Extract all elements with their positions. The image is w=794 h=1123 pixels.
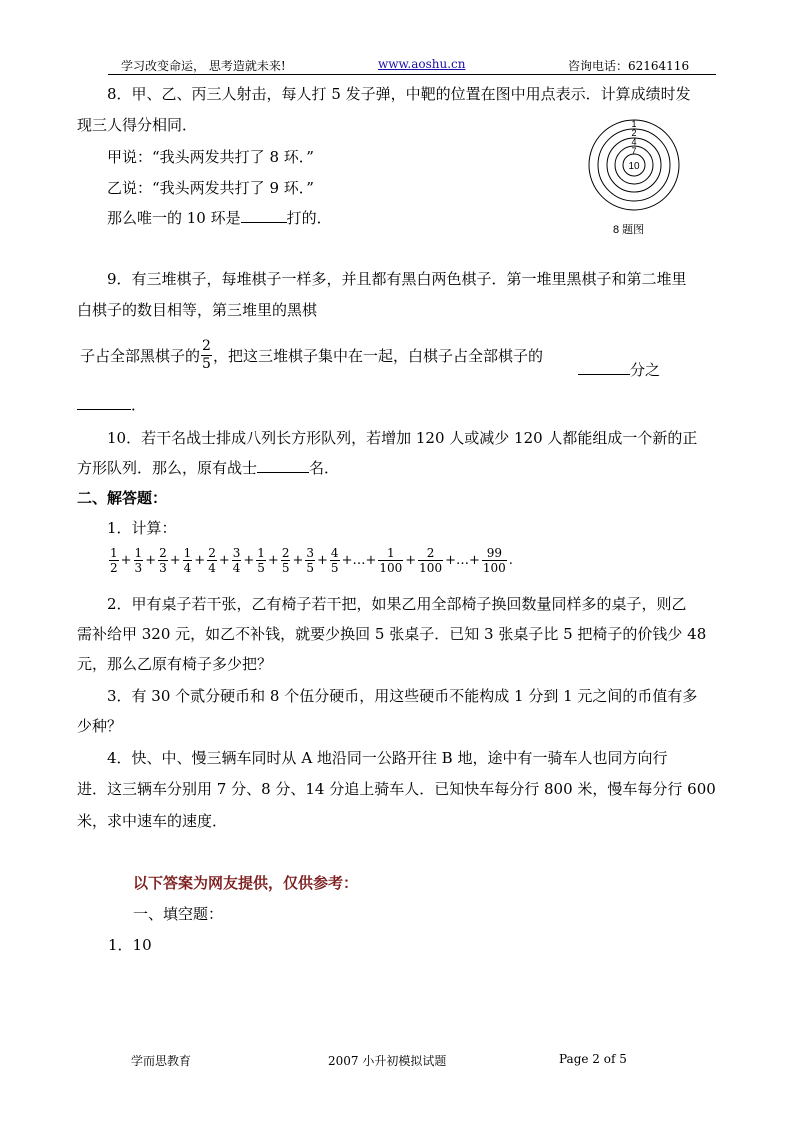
sum-term-num: 2 bbox=[281, 546, 290, 560]
sum-term-last-den: 100 bbox=[482, 561, 506, 575]
q9-blank1-row bbox=[578, 360, 660, 380]
sum-term-num: 1 bbox=[183, 546, 192, 560]
q10-answer-blank[interactable] bbox=[257, 458, 309, 473]
p2-line3: 元，那么乙原有椅子多少把？ bbox=[77, 655, 273, 673]
p4-line3: 米，求中速车的速度． bbox=[77, 812, 228, 830]
sum-ellipsis: +…+ bbox=[341, 553, 377, 568]
sum-term-den: 5 bbox=[281, 561, 290, 575]
header-website-link[interactable]: www.aoshu.cn bbox=[378, 57, 466, 71]
q9-blank2-row bbox=[77, 395, 146, 415]
sum-term-last-num: 99 bbox=[486, 546, 502, 560]
sum-term-den: 3 bbox=[134, 561, 143, 575]
sum-term-num: 1 bbox=[257, 546, 265, 560]
sum-term bbox=[183, 546, 193, 575]
q9-line2: 白棋子的数目相等，第三堆里的黑棋 bbox=[77, 301, 318, 319]
q10-line2-text: 方形队列．那么，原有战士 bbox=[77, 459, 258, 477]
q9-fraction bbox=[201, 338, 212, 373]
sum-plus: + bbox=[145, 553, 157, 568]
sum-plus: + bbox=[267, 553, 279, 568]
target-label-1: 1 bbox=[631, 119, 637, 129]
q8-line5-text: 那么唯一的 10 环是 bbox=[107, 209, 241, 227]
sum-term bbox=[418, 546, 443, 575]
section2-title: 二、解答题： bbox=[77, 489, 168, 507]
answer-1: 1．10 bbox=[108, 936, 152, 954]
q9-line1: 9．有三堆棋子，每堆棋子一样多，并且都有黑白两色棋子．第一堆里黑棋子和第二堆里 bbox=[107, 270, 687, 288]
sum-plus: + bbox=[405, 553, 417, 568]
target-label-2: 2 bbox=[631, 128, 637, 138]
q8-line3: 甲说：“我头两发共打了 8 环．” bbox=[107, 148, 314, 166]
q9-answer-blank-2[interactable] bbox=[77, 395, 131, 410]
q8-line4: 乙说：“我头两发共打了 9 环．” bbox=[107, 179, 314, 197]
sum-term bbox=[134, 546, 144, 575]
header-divider bbox=[108, 74, 716, 75]
q8-line5 bbox=[107, 208, 332, 228]
p3-line2: 少种？ bbox=[77, 717, 123, 735]
q9-line3-text: 子占全部黑棋子的 bbox=[80, 346, 201, 365]
sum-term-den: 5 bbox=[306, 561, 315, 575]
p4-line1: 4．快、中、慢三辆车同时从 A 地沿同一公路开往 B 地，途中有一骑车人也同方向行 bbox=[107, 749, 668, 767]
q10-line1: 10．若干名战士排成八列长方形队列，若增加 120 人或减少 120 人都能组成一个新的正 bbox=[107, 429, 698, 447]
target-caption: 8 题图 bbox=[613, 224, 645, 236]
sum-end: . bbox=[508, 553, 513, 568]
header-slogan: 学习改变命运， 思考造就未来! bbox=[121, 59, 286, 73]
footer-org: 学而思教育 bbox=[131, 1054, 192, 1068]
sum-term-den: 5 bbox=[257, 561, 265, 575]
sum-term bbox=[256, 546, 266, 575]
sum-term-den: 3 bbox=[159, 561, 167, 575]
sum-expression bbox=[108, 546, 514, 575]
sum-ellipsis: +…+ bbox=[445, 553, 480, 568]
sum-plus: + bbox=[194, 553, 206, 568]
q8-line2: 现三人得分相同． bbox=[77, 116, 198, 134]
q9-line3 bbox=[80, 338, 543, 373]
sum-term bbox=[305, 546, 315, 575]
sum-term-num: 3 bbox=[306, 546, 315, 560]
sum-term-den: 4 bbox=[232, 561, 241, 575]
sum-term-num: 3 bbox=[232, 546, 241, 560]
sum-term-den: 4 bbox=[183, 561, 192, 575]
sum-term bbox=[109, 546, 119, 575]
sum-plus: + bbox=[120, 553, 132, 568]
footer-page: Page 2 of 5 bbox=[559, 1052, 627, 1066]
sum-term-num: 1 bbox=[110, 546, 118, 560]
sum-term-den: 5 bbox=[330, 561, 339, 575]
sum-term bbox=[207, 546, 217, 575]
p2-line2: 需补给甲 320 元，如乙不补钱，就要少换回 5 张桌子．已知 3 张桌子比 5 把椅子的价钱少 48 bbox=[77, 625, 707, 643]
sum-term-num: 1 bbox=[386, 546, 395, 560]
target-label-7: 7 bbox=[631, 146, 637, 156]
sum-term bbox=[232, 546, 242, 575]
sum-term-num: 4 bbox=[330, 546, 339, 560]
header-phone: 咨询电话：62164116 bbox=[568, 59, 690, 73]
sum-plus: + bbox=[317, 553, 328, 568]
sum-term-den: 100 bbox=[419, 561, 443, 575]
q9-frac-den: 5 bbox=[202, 356, 211, 372]
sum-term bbox=[378, 546, 403, 575]
answers-section1: 一、填空题： bbox=[133, 905, 224, 923]
q9-fen-zhi: 分之 bbox=[630, 361, 661, 379]
sum-term-num: 2 bbox=[426, 546, 435, 560]
sum-term-last bbox=[482, 546, 507, 575]
sum-plus: + bbox=[243, 553, 255, 568]
sum-term bbox=[330, 546, 340, 575]
sum-term-num: 2 bbox=[208, 546, 216, 560]
sum-term-den: 2 bbox=[110, 561, 118, 575]
q8-answer-blank[interactable] bbox=[241, 208, 287, 223]
sum-term-den: 100 bbox=[379, 561, 403, 575]
target-label-4: 4 bbox=[631, 137, 637, 147]
q8-line1: 8．甲、乙、丙三人射击，每人打 5 发子弹，中靶的位置在图中用点表示．计算成绩时发 bbox=[107, 85, 691, 103]
sum-plus: + bbox=[218, 553, 230, 568]
sum-plus: + bbox=[292, 553, 304, 568]
p2-line1: 2．甲有桌子若干张，乙有椅子若干把，如果乙用全部椅子换回数量同样多的桌子，则乙 bbox=[107, 595, 687, 613]
p1-title: 1．计算： bbox=[107, 519, 177, 537]
p4-line2: 进．这三辆车分别用 7 分、8 分、14 分追上骑车人．已知快车每分行 800 米，慢车每分行 600 bbox=[77, 780, 716, 798]
q10-line2 bbox=[77, 458, 339, 478]
q9-frac-num: 2 bbox=[202, 338, 211, 354]
answers-note: 以下答案为网友提供，仅供参考： bbox=[133, 874, 359, 892]
p3-line1: 3．有 30 个贰分硬币和 8 个伍分硬币，用这些硬币不能构成 1 分到 1 元之间的币值有多 bbox=[107, 687, 698, 705]
sum-term-den: 4 bbox=[208, 561, 216, 575]
q9-period: ． bbox=[131, 396, 147, 414]
target-label-10: 10 bbox=[628, 161, 640, 172]
q10-line2-suffix: 名． bbox=[309, 459, 340, 477]
q9-line3-cont: ，把这三堆棋子集中在一起，白棋子占全部棋子的 bbox=[212, 346, 543, 365]
sum-term-num: 2 bbox=[159, 546, 167, 560]
q8-line5-suffix: 打的． bbox=[286, 209, 332, 227]
q9-answer-blank-1[interactable] bbox=[578, 360, 630, 375]
sum-plus: + bbox=[169, 553, 181, 568]
footer-title: 2007 小升初模拟试题 bbox=[328, 1054, 447, 1068]
sum-term-num: 1 bbox=[134, 546, 143, 560]
sum-term bbox=[158, 546, 168, 575]
target-figure bbox=[586, 114, 682, 214]
sum-term bbox=[281, 546, 291, 575]
